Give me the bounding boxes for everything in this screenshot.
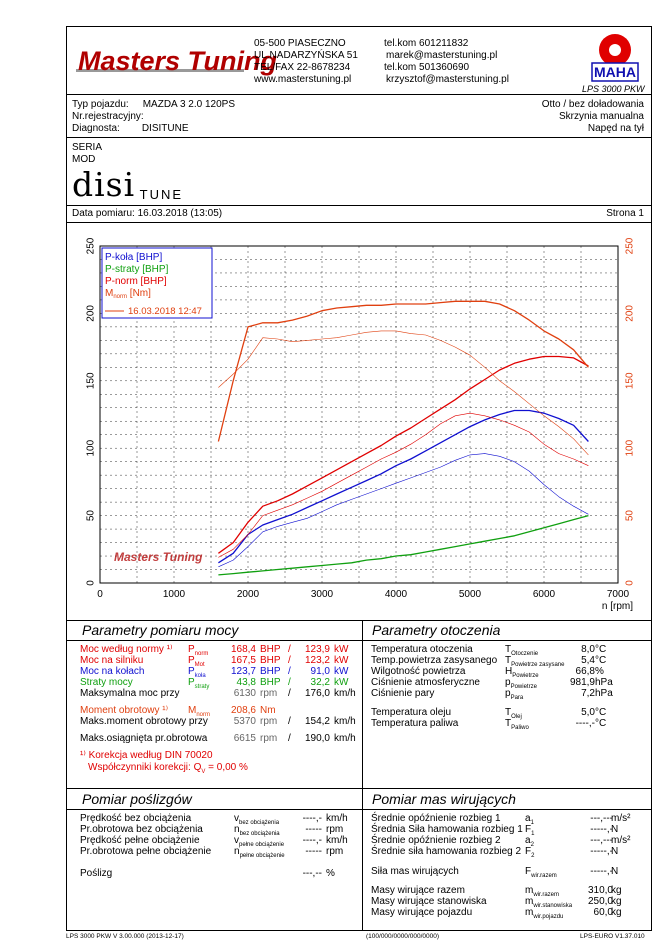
power-parameter-row [80, 733, 360, 745]
param-value: 6615 [233, 733, 256, 744]
device-name: LPS 3000 PKW [582, 84, 645, 94]
param-symbol: $P_{norm}$ [188, 644, 209, 657]
param-symbol: $p_{Para}$ [505, 688, 524, 701]
param-symbol: $F_{wir.razem}$ [525, 866, 557, 879]
param-value-kw: 32,2 [310, 677, 330, 688]
rotating-mass-row [371, 846, 651, 858]
series-line [218, 516, 588, 575]
series-line [218, 301, 588, 441]
section-title-slip: Pomiar poślizgów [82, 791, 192, 807]
y-tick-label: 0 [85, 580, 97, 586]
param-label: Moc na silniku [80, 655, 144, 666]
address-block [254, 38, 358, 86]
correction-note: ¹⁾ Korekcja według DIN 70020 [80, 750, 213, 761]
param-label: Pr.obrotowa pełne obciążenie [80, 846, 212, 857]
param-label: Maks.moment obrotowy przy [80, 716, 208, 727]
dyno-chart [66, 222, 652, 614]
param-value: ----,- [575, 718, 595, 729]
param-unit: km/h [326, 813, 348, 824]
param-unit: rpm [326, 824, 344, 835]
param-value: 123,7 [230, 666, 256, 677]
drive-type: Napęd na tył [587, 123, 644, 134]
param-unit-kw: km/h [334, 688, 356, 699]
param-unit: hPa [595, 677, 613, 688]
y2-tick-label: 150 [624, 372, 636, 390]
mode-info [72, 142, 102, 166]
param-value-kw: 123,9 [304, 644, 330, 655]
registration-label: Nr.rejestracyjny: [72, 111, 144, 122]
y2-tick-label: 0 [624, 580, 636, 586]
param-separator: / [288, 666, 291, 677]
param-symbol: $P_{Mot}$ [188, 655, 205, 668]
y2-tick-label: 250 [624, 237, 636, 255]
param-label: Średnie opóźnienie rozbieg 2 [371, 835, 501, 846]
param-unit-kw: kW [334, 677, 349, 688]
param-value: 310,0 [587, 885, 613, 896]
param-separator: / [288, 677, 291, 688]
param-symbol-subscript: Paliwo [511, 725, 529, 731]
param-unit: Nm [260, 705, 276, 716]
rotating-mass-row [371, 907, 651, 919]
param-symbol-subscript: straty [194, 684, 210, 690]
param-label: Moment obrotowy ¹⁾ [80, 705, 169, 716]
gearbox-type: Skrzynia manualna [558, 111, 644, 122]
company-logo [74, 36, 278, 84]
footer-software-version: LPS 3000 PKW V 3.00.000 (2013-12-17) [66, 933, 184, 940]
section-title-rotating-mass: Pomiar mas wirujących [372, 791, 516, 807]
param-value: 7,2 [581, 688, 595, 699]
param-value: 5,4 [581, 655, 595, 666]
param-separator: / [288, 716, 291, 727]
contact-block [384, 38, 509, 86]
param-label: Temperatura oleju [371, 707, 452, 718]
param-symbol: $T_{Olej}$ [505, 707, 522, 720]
param-label: Siła mas wirujących [371, 866, 459, 877]
param-symbol: $M_{norm}$ [188, 705, 211, 718]
y2-tick-label: 50 [624, 510, 636, 522]
legend-entry: P-koła [BHP] [105, 252, 163, 263]
environment-row [371, 688, 651, 700]
param-value: 8,0 [581, 644, 595, 655]
y-tick-label: 200 [85, 305, 97, 322]
param-label: Średnie siła hamowania rozbieg 2 [371, 846, 522, 857]
x-tick-label: 5000 [458, 589, 482, 600]
param-unit-kw: kW [334, 644, 349, 655]
param-symbol-subscript: 2 [530, 842, 534, 848]
param-label: Temp.powietrza zasysanego [371, 655, 498, 666]
param-value: 6130 [233, 688, 256, 699]
param-symbol: $v_{bez obciążenia}$ [234, 813, 280, 826]
x-tick-label: 4000 [384, 589, 408, 600]
param-value: 43,8 [236, 677, 256, 688]
footer-code: (100/000/0000/000/0000) [366, 933, 440, 940]
param-label: Prędkość bez obciążenia [80, 813, 192, 824]
param-symbol-subscript: wir.stanowiska [533, 903, 573, 909]
diagnostician-label: Diagnosta: [72, 123, 120, 134]
param-symbol: $n_{bez obciążenia}$ [234, 824, 280, 837]
disitune-logo-sub: TUNE [139, 187, 184, 202]
x-tick-label: 2000 [236, 589, 260, 600]
param-unit: BHP [260, 644, 281, 655]
y-tick-label: 150 [85, 372, 97, 390]
param-symbol: $m_{wir.pojazdu}$ [525, 907, 564, 920]
param-separator: / [288, 644, 291, 655]
power-parameter-row [80, 688, 360, 700]
param-unit: BHP [260, 677, 281, 688]
page-number: Strona 1 [606, 208, 644, 219]
param-symbol: $a_2$ [525, 835, 534, 848]
param-unit: N [611, 824, 619, 835]
param-unit: N [611, 866, 619, 877]
drive-info [542, 99, 644, 135]
param-symbol-subscript: Otoczenie [511, 651, 539, 657]
param-symbol-subscript: bez obciążenia [239, 820, 280, 826]
series-line [218, 413, 588, 557]
footer-euro-version: LPS-EURO V1.37.010 [580, 933, 645, 940]
param-value: 981,9 [569, 677, 595, 688]
param-label: Temperatura otoczenia [371, 644, 473, 655]
param-unit-kw: km/h [334, 716, 356, 727]
param-value: 250,0 [587, 896, 613, 907]
series-line [218, 411, 588, 563]
param-symbol-subscript: Mot [194, 662, 205, 668]
param-value: 5370 [233, 716, 256, 727]
param-unit: N [611, 846, 619, 857]
param-label: Poślizg [80, 868, 113, 879]
param-symbol-subscript: norm [194, 651, 209, 657]
param-symbol: $m_{wir.razem}$ [525, 885, 560, 898]
disitune-logo [72, 165, 184, 204]
param-value-kw: 176,0 [304, 688, 330, 699]
divider [66, 788, 652, 789]
vehicle-type-label: Typ pojazdu: [72, 99, 129, 110]
param-unit: rpm [326, 846, 344, 857]
param-symbol: $H_{Powietrze}$ [505, 666, 539, 679]
divider [66, 640, 652, 641]
section-title-environment: Parametry otoczenia [372, 622, 501, 638]
website-link[interactable]: www.masterstuning.pl [254, 74, 352, 85]
address-line: 05-500 PIASECZNO [254, 38, 346, 49]
power-parameter-row [80, 716, 360, 728]
correction-factor-subscript: V [201, 769, 206, 775]
param-unit: rpm [260, 716, 278, 727]
param-unit: °C [595, 644, 607, 655]
param-value: 66,8 [575, 666, 595, 677]
param-label: Temperatura paliwa [371, 718, 459, 729]
param-unit: °C [595, 707, 607, 718]
param-symbol: $n_{pełne obciążenie}$ [234, 846, 285, 859]
param-value-kw: 91,0 [310, 666, 330, 677]
param-symbol-subscript: pełne obciążenie [239, 853, 285, 859]
param-symbol-subscript: 1 [530, 820, 534, 826]
slip-row [80, 846, 360, 858]
param-label: Średnia Siła hamowania rozbieg 1 [371, 824, 523, 835]
param-value: 60,0 [593, 907, 613, 918]
param-label: Średnie opóźnienie rozbieg 1 [371, 813, 501, 824]
param-unit: rpm [260, 733, 278, 744]
logo-text: Masters Tuning [78, 46, 278, 76]
param-label: Masy wirujące pojazdu [371, 907, 473, 918]
param-label: Moc według normy ¹⁾ [80, 644, 173, 655]
mode-line: MOD [72, 154, 96, 165]
contact-line: tel.kom 601211832 [384, 38, 469, 49]
param-value: -----,- [590, 846, 613, 857]
y2-tick-label: 100 [624, 439, 636, 457]
param-symbol-subscript: Olej [511, 714, 522, 720]
param-symbol-subscript: Powietrze [510, 684, 537, 690]
divider [66, 809, 652, 810]
legend-entry: P-straty [BHP] [105, 264, 169, 275]
param-value: ----,- [302, 835, 322, 846]
param-value: -----,- [590, 824, 613, 835]
param-label: Straty mocy [80, 677, 133, 688]
param-label: Prędkość pełne obciążenie [80, 835, 200, 846]
series-line [218, 454, 588, 567]
param-label: Masy wirujące razem [371, 885, 465, 896]
divider [66, 205, 652, 206]
param-symbol-subscript: 1 [531, 831, 535, 837]
engine-type: Otto / bez doładowania [541, 99, 644, 110]
param-unit: °C [595, 718, 607, 729]
param-unit: % [595, 666, 604, 677]
param-value: ---,-- [302, 868, 322, 879]
param-symbol-subscript: norm [196, 712, 211, 718]
param-unit: km/h [326, 835, 348, 846]
param-unit: m/s² [611, 835, 631, 846]
divider [66, 94, 652, 95]
legend-entry: 16.03.2018 12:47 [128, 306, 202, 317]
vehicle-type-value: MAZDA 3 2.0 120PS [142, 99, 235, 110]
email-link[interactable]: marek@masterstuning.pl [386, 50, 498, 61]
param-symbol-subscript: wir.razem [531, 873, 557, 879]
param-symbol-subscript: wir.pojazdu [533, 914, 564, 920]
section-title-power: Parametry pomiaru mocy [82, 622, 239, 638]
param-symbol-subscript: Powietrze [512, 673, 539, 679]
param-value-kw: 190,0 [304, 733, 330, 744]
param-symbol-subscript: pełne obciążenie [239, 842, 285, 848]
param-symbol: $v_{pełne obciążenie}$ [234, 835, 285, 848]
legend-entry: P-norm [BHP] [105, 276, 167, 287]
param-symbol: $m_{wir.stanowiska}$ [525, 896, 573, 909]
slip-row [80, 868, 360, 880]
x-tick-label: 3000 [310, 589, 334, 600]
param-separator: / [288, 733, 291, 744]
x-tick-label: 1000 [162, 589, 186, 600]
legend-entry: $M_{norm}$ [Nm] [105, 288, 151, 300]
rotating-mass-row [371, 866, 651, 878]
email-link[interactable]: krzysztof@masterstuning.pl [386, 74, 509, 85]
x-axis-label: n [rpm] [601, 601, 633, 612]
param-symbol-subscript: wir.razem [533, 892, 560, 898]
param-value: ----- [305, 824, 322, 835]
param-unit-kw: kW [334, 655, 349, 666]
param-symbol-subscript: koła [194, 673, 206, 679]
param-separator: / [288, 688, 291, 699]
param-symbol: $F_2$ [525, 846, 535, 859]
param-symbol-subscript: 2 [531, 853, 535, 859]
correction-factor: Współczynniki korekcji: $Q_V = 0,00$ % [88, 762, 248, 775]
param-value-kw: 154,2 [304, 716, 330, 727]
param-unit: % [326, 868, 335, 879]
param-unit: kg [611, 896, 622, 907]
series-line [218, 331, 588, 455]
mode-line: SERIA [72, 142, 103, 153]
param-value: ---,--- [590, 813, 613, 824]
disitune-logo-main: disi [72, 165, 136, 204]
param-unit: rpm [260, 688, 278, 699]
param-label: Maksymalna moc przy [80, 688, 180, 699]
chart-watermark-logo: Masters Tuning [114, 550, 203, 564]
masters-tuning-logo-graphic [74, 36, 278, 84]
param-unit: kg [611, 885, 622, 896]
param-symbol: $T_{Paliwo}$ [505, 718, 529, 731]
param-symbol: $P_{koła}$ [188, 666, 206, 679]
divider [66, 137, 652, 138]
param-value: -----,- [590, 866, 613, 877]
x-tick-label: 0 [97, 589, 103, 600]
divider [66, 620, 652, 621]
param-label: Ciśnienie atmosferyczne [371, 677, 480, 688]
x-tick-label: 6000 [532, 589, 556, 600]
param-value: 5,0 [581, 707, 595, 718]
contact-line: tel.kom 501360690 [384, 62, 470, 73]
param-value: ---,--- [590, 835, 613, 846]
param-symbol: $F_1$ [525, 824, 535, 837]
y-tick-label: 250 [85, 237, 97, 255]
param-unit: m/s² [611, 813, 631, 824]
y-tick-label: 100 [85, 439, 97, 457]
vehicle-info [72, 99, 235, 135]
param-value: ----,- [302, 813, 322, 824]
environment-row [371, 718, 651, 730]
param-label: Pr.obrotowa bez obciążenia [80, 824, 203, 835]
param-value: ----- [305, 846, 322, 857]
measurement-date: Data pomiaru: 16.03.2018 (13:05) [72, 208, 223, 219]
param-label: Maks.osiągnięta pr.obrotowa [80, 733, 208, 744]
param-unit-kw: km/h [334, 733, 356, 744]
param-label: Ciśnienie pary [371, 688, 435, 699]
param-value-kw: 123,2 [304, 655, 330, 666]
series-line [218, 357, 588, 554]
param-symbol: $a_1$ [525, 813, 534, 826]
param-value: 208,6 [230, 705, 256, 716]
param-label: Wilgotność powietrza [371, 666, 466, 677]
param-symbol-subscript: bez obciążenia [239, 831, 280, 837]
param-value: 167,5 [230, 655, 256, 666]
param-label: Moc na kołach [80, 666, 145, 677]
address-line: TEL/FAX 22-8678234 [254, 62, 351, 73]
param-symbol: $T_{Otoczenie}$ [505, 644, 539, 657]
y2-tick-label: 200 [624, 305, 636, 322]
param-unit: kg [611, 907, 622, 918]
param-symbol-subscript: Para [510, 695, 524, 701]
x-tick-label: 7000 [606, 589, 630, 600]
param-unit: BHP [260, 666, 281, 677]
param-unit: °C [595, 655, 607, 666]
param-unit: BHP [260, 655, 281, 666]
param-separator: / [288, 655, 291, 666]
param-label: Masy wirujące stanowiska [371, 896, 487, 907]
param-symbol: $T_{Powietrze zasysane}$ [505, 655, 565, 668]
y-tick-label: 50 [85, 510, 97, 522]
param-symbol: $P_{straty}$ [188, 677, 210, 690]
address-line: UL.NADARZYŃSKA 51 [254, 50, 358, 61]
param-symbol-subscript: Powietrze zasysane [511, 662, 565, 668]
param-unit-kw: kW [334, 666, 349, 677]
section-divider-vertical [362, 788, 363, 931]
param-value: 168,4 [230, 644, 256, 655]
section-divider-vertical [362, 620, 363, 788]
param-symbol: $p_{Powietrze}$ [505, 677, 537, 690]
maha-text: MAHA [594, 64, 636, 80]
diagnostician-value: DISITUNE [141, 123, 189, 134]
param-unit: hPa [595, 688, 613, 699]
